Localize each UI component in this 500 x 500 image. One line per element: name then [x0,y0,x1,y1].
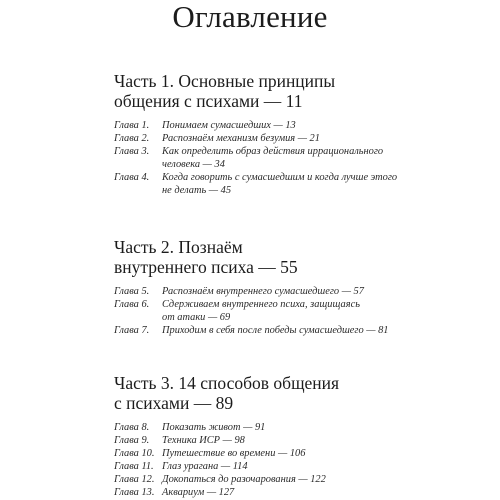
page-title: Оглавление [172,0,328,34]
chapter-number: Глава 6. [114,299,150,310]
chapter-number: Глава 3. [114,146,150,157]
toc-part-2 [114,237,414,337]
chapter-number: Глава 11. [114,461,154,472]
chapter-list [114,119,414,197]
chapter-title: Как определить образ действия иррационального человека — 34 [162,146,384,170]
chapter-list [114,421,414,499]
toc-entry-chapter-3 [114,145,414,171]
toc-entry-chapter-4 [114,171,414,197]
chapter-title: Когда говорить с сумасшедшим и когда лучше этого не делать — 45 [162,172,398,196]
toc-entry-chapter-11 [114,460,414,473]
chapter-number: Глава 13. [114,487,155,498]
toc-entry-chapter-2 [114,132,414,145]
toc-entry-chapter-6 [114,298,414,324]
toc-entry-chapter-8 [114,421,414,434]
chapter-number: Глава 7. [114,325,150,336]
part-title: Часть 2. Познаём внутреннего психа — 55 [114,237,298,277]
chapter-title: Распознаём механизм безумия — 21 [162,133,320,144]
chapter-title: Глаз урагана — 114 [162,461,248,472]
toc-entry-chapter-12 [114,473,414,486]
chapter-title: Показать живот — 91 [162,422,266,433]
chapter-title: Понимаем сумасшедших — 13 [162,120,296,131]
part-title: Часть 1. Основные принципы общения с психами — 11 [114,71,336,111]
toc-entry-chapter-5 [114,285,414,298]
chapter-title: Докопаться до разочарования — 122 [162,474,326,485]
toc-entry-chapter-13 [114,486,414,499]
chapter-number: Глава 12. [114,474,155,485]
chapter-number: Глава 9. [114,435,150,446]
toc-part-3 [114,373,414,499]
chapter-number: Глава 1. [114,120,150,131]
chapter-title: Путешествие во времени — 106 [162,448,306,459]
chapter-title: Распознаём внутреннего сумасшедшего — 57 [162,286,364,297]
chapter-list [114,285,414,337]
chapter-title: Сдерживаем внутреннего психа, защищаясь от атаки — 69 [162,299,360,323]
chapter-title: Техника ИСР — 98 [162,435,245,446]
chapter-number: Глава 10. [114,448,155,459]
chapter-title: Приходим в себя после победы сумасшедшего — 81 [162,325,389,336]
chapter-number: Глава 5. [114,286,150,297]
toc-entry-chapter-1 [114,119,414,132]
chapter-title: Аквариум — 127 [162,487,235,498]
toc-part-1 [114,71,414,197]
chapter-number: Глава 8. [114,422,150,433]
part-title: Часть 3. 14 способов общения с психами — 89 [114,373,340,413]
toc-entry-chapter-7 [114,324,414,337]
chapter-number: Глава 4. [114,172,150,183]
chapter-number: Глава 2. [114,133,150,144]
toc-entry-chapter-10 [114,447,414,460]
toc-entry-chapter-9 [114,434,414,447]
